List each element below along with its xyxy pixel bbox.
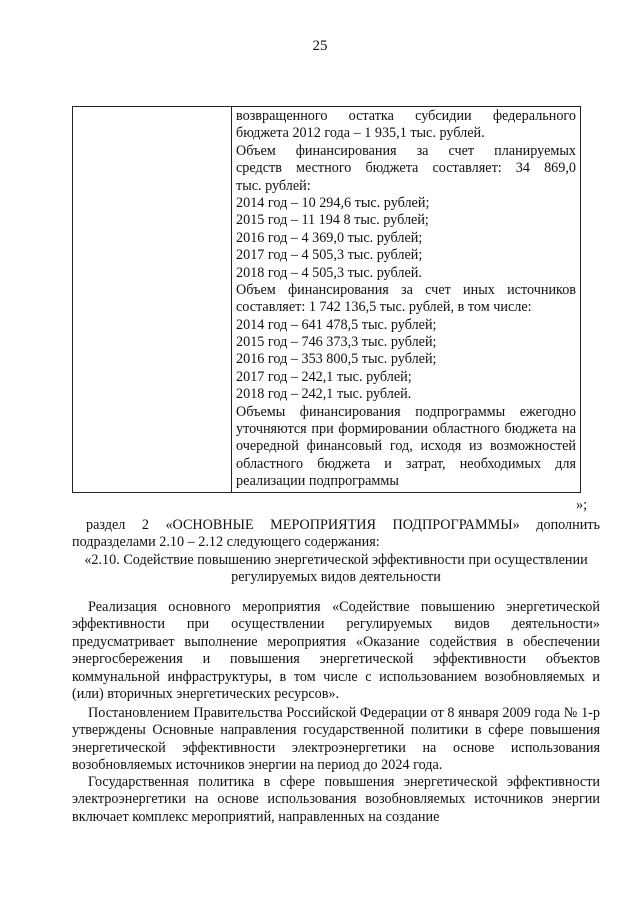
closing-quote: »; (576, 497, 588, 513)
body-paragraph: Государственная политика в сфере повышения энергетической эффективности электроэнергетики на основе использования возобновляемых источников энергии включает комплекс мероприятий, направленных на создание (72, 774, 600, 825)
table-line: 2014 год – 10 294,6 тыс. рублей; (236, 194, 430, 211)
table-line: возвращенного остатка субсидии федерального (236, 108, 576, 124)
table-line: 2016 год – 4 369,0 тыс. рублей; (236, 229, 423, 246)
body-paragraph: Реализация основного мероприятия «Содействие повышению энергетической эффективности при осуществлении регулируемых видов деятельности» предусматривает выполнение мероприятия «Оказание содействия в обеспечении энергосбережения и повышения энергетической эффективности объектов коммунальной инфраструктуры, в том числе с использованием возобновляемых и (или) вторичных энергетических ресурсов». (72, 599, 600, 703)
table-line: 2015 год – 746 373,3 тыс. рублей; (236, 334, 437, 351)
table-right-cell (232, 107, 581, 493)
table-line: средств местного бюджета составляет: 34 869,0 (236, 160, 576, 177)
table-line: бюджета 2012 года – 1 935,1 тыс. рублей. (236, 125, 485, 142)
body-paragraph: Постановлением Правительства Российской Федерации от 8 января 2009 года № 1-р утверждены Основные направления государственной политики в сфере повышения энергетической эффективности электроэнергетики на основе использования возобновляемых источников энергии на период до 2024 года. (72, 705, 600, 774)
table-line: 2014 год – 641 478,5 тыс. рублей; (236, 316, 437, 333)
table-line: 2016 год – 353 800,5 тыс. рублей; (236, 351, 437, 368)
table-line: 2018 год – 242,1 тыс. рублей. (236, 386, 412, 403)
table-line: тыс. рублей: (236, 177, 311, 194)
table-left-cell (73, 107, 232, 493)
table-final-paragraph: Объемы финансирования подпрограммы ежегодно уточняются при формировании областного бюджета на очередной финансовый год, исходя из возможностей областного бюджета и затрат, необходимых для реализации подпрограммы (236, 403, 576, 490)
table-line: 2015 год – 11 194 8 тыс. рублей; (236, 212, 429, 229)
table-line: составляет: 1 742 136,5 тыс. рублей, в том числе: (236, 299, 532, 316)
table-line: 2017 год – 4 505,3 тыс. рублей; (236, 247, 423, 264)
page-number: 25 (312, 38, 328, 54)
section-intro: раздел 2 «ОСНОВНЫЕ МЕРОПРИЯТИЯ ПОДПРОГРАММЫ» дополнить подразделами 2.10 – 2.12 следующего содержания: (72, 517, 600, 551)
table-line: 2018 год – 4 505,3 тыс. рублей. (236, 264, 422, 281)
table-line: Объем финансирования за счет планируемых (236, 142, 576, 159)
continuation-table (72, 106, 581, 493)
subsection-title: «2.10. Содействие повышению энергетической эффективности при осуществлении регулируемых видов деятельности (84, 552, 588, 586)
table-line: 2017 год – 242,1 тыс. рублей; (236, 368, 412, 385)
table-line: Объем финансирования за счет иных источников (236, 281, 576, 298)
